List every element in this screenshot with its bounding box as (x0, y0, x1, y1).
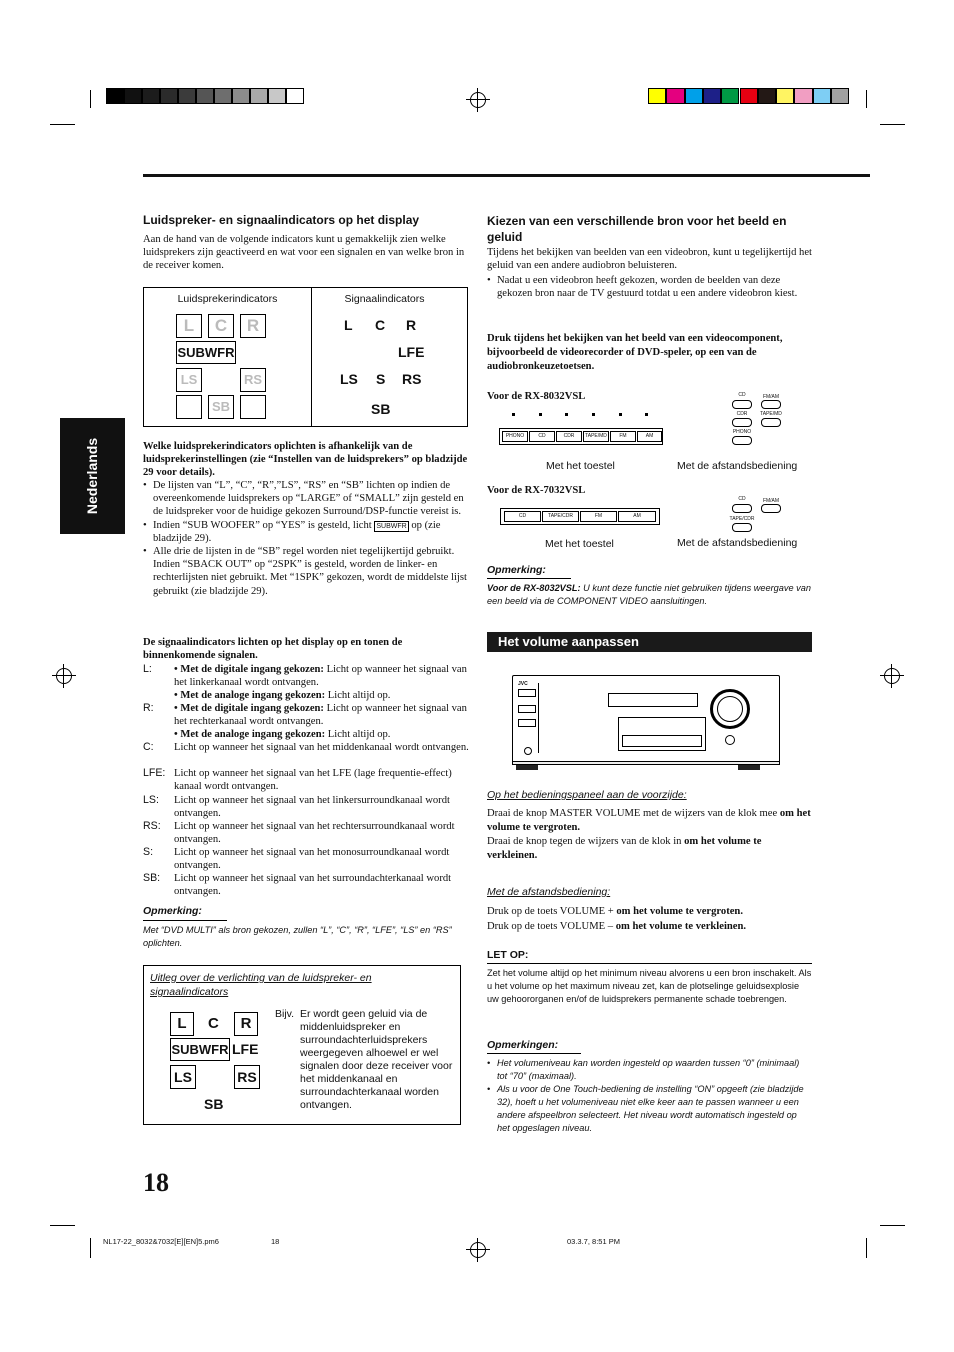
caption-with-unit: Met het toestel (546, 460, 615, 472)
signal-desc: Licht op wanneer het signaal van het LFE (lage frequentie-effect) kanaal wordt ontvangen. (174, 768, 452, 793)
speaker-indicator-l: L (176, 314, 202, 338)
note2-underline (487, 578, 571, 579)
box-indicator-sb: SB (204, 1096, 224, 1112)
calibration-swatch (740, 88, 758, 104)
footer-file: NL17-22_8032&7032[E][EN]5.pm6 (103, 1237, 219, 1246)
box-indicator-l: L (170, 1012, 194, 1036)
header-rule (143, 174, 870, 177)
remote-label-fmam: FM/AM (762, 498, 780, 504)
remote-line: Druk op de toets VOLUME – (487, 920, 616, 932)
led-dot (619, 413, 622, 416)
remote-label-phono: PHONO (732, 429, 752, 435)
receiver-foot (738, 765, 760, 770)
bullet-item (143, 545, 468, 598)
example-label: Bijv. (275, 1008, 295, 1020)
crop-mark (880, 1225, 905, 1226)
volume-header-bar (487, 632, 812, 652)
signal-key: RS: (143, 820, 161, 832)
rx8032-remote-buttons (725, 392, 785, 450)
speaker-indicator-sb: SB (208, 395, 234, 419)
receiver-illustration (510, 675, 782, 773)
note-underline (143, 920, 227, 921)
note-text: Met “DVD MULTI” als bron gekozen, zullen “L”, “C”, “R”, “LFE”, “LS” en “RS” oplichten. (143, 925, 452, 948)
receiver-display (608, 693, 698, 707)
calibration-swatch (776, 88, 794, 104)
signal-desc: Licht op wanneer het signaal van het middenkanaal wordt ontvangen. (174, 742, 469, 753)
box-indicator-c: C (208, 1015, 219, 1032)
calibration-swatch (106, 88, 124, 104)
registration-mark-icon (884, 668, 900, 684)
signal-desc-bold: • Met de analoge ingang gekozen: (174, 690, 326, 702)
bullet-text: Alle drie de lijsten in de “SB” regel worden niet tegelijkertijd gebruikt. (153, 546, 455, 558)
bullet-text: op (zie bladzijde 29). (153, 519, 441, 544)
front-button-cd[interactable]: CD (529, 431, 555, 442)
caption-with-unit: Met het toestel (545, 538, 614, 550)
remote-line-bold: om het volume te verkleinen. (615, 920, 747, 932)
source-intro: Tijdens het bekijken van beelden van een videobron, kunt u tegelijkertijd het geluid van een andere audiobron beluisteren. (487, 247, 812, 272)
bullet-text: Indien “SBACK OUT” op “2SPK” is gesteld, worden de linker- en rechterlijsten niet gebruikt. Met “1SPK” gekozen, wordt de middelste lijst gebruikt (zie bladzijde 29). (153, 559, 467, 597)
bullet-text: Nadat u een videobron heeft gekozen, worden de beelden van deze gekozen bron naar de TV gestuurd totdat u een andere videobron kiest. (497, 275, 798, 300)
rx8032-front-buttons (497, 410, 663, 446)
note2-title: Opmerking: (487, 564, 546, 576)
signal-key: C: (143, 741, 154, 753)
calibration-swatch (666, 88, 684, 104)
box-indicator-rs: RS (234, 1065, 260, 1089)
table-divider (311, 288, 312, 426)
remote-button-cdr[interactable] (732, 418, 752, 427)
box-indicator-ls: LS (170, 1065, 196, 1089)
signal-indicator-s: S (376, 371, 386, 387)
front-button-tapecdr[interactable]: TAPE/CDR (542, 511, 579, 522)
signal-indicator-sb: SB (371, 401, 391, 417)
calibration-swatch (268, 88, 286, 104)
remote-label-tapecdr: TAPE/CDR (729, 516, 755, 522)
signal-indicators-title: De signaalindicators lichten op het display op en tonen de binnenkomende signalen. (143, 637, 403, 662)
bullet-item (487, 274, 812, 300)
table-head-speakers: Luidsprekerindicators (177, 293, 278, 305)
front-button-fm[interactable]: FM (580, 511, 617, 522)
note2-body: U kunt deze functie niet gebruiken tijdens weergave van een beeld via de COMPONENT VIDEO aansluitingen. (487, 583, 811, 606)
page-number: 18 (143, 1168, 169, 1197)
front-button-am[interactable]: AM (637, 431, 662, 442)
power-button-icon (524, 747, 532, 755)
bullet-text: De lijsten van “L”, “C”, “R”,”LS”, “RS” en “SB” lichten op indien de overeenkomende luidsprekers op “LARGE” of “SMALL” zijn gesteld en de luidspreker voor de huidige gekozen Surround/DSP-functie vereist is. (153, 480, 464, 518)
indicator-table (143, 287, 468, 427)
front-panel-text (487, 807, 812, 863)
calibration-swatch (703, 88, 721, 104)
calibration-swatch (758, 88, 776, 104)
remote-button-cd[interactable] (732, 400, 752, 409)
crop-mark (866, 1238, 867, 1258)
calibration-swatch (286, 88, 304, 104)
calibration-swatch (831, 88, 849, 104)
signal-desc-bold: • Met de analoge ingang gekozen: (174, 729, 326, 741)
signal-indicator-ls: LS (340, 371, 358, 387)
signal-indicator-c: C (375, 317, 386, 333)
note-title: Opmerking: (143, 905, 202, 917)
front-text-bold: om het volume te vergroten. (487, 808, 811, 833)
language-tab-label: Nederlands (84, 437, 100, 515)
rx7032-remote-buttons (725, 496, 785, 536)
signal-key: SB: (143, 872, 161, 884)
caution-rule (487, 963, 812, 964)
source-bullets (487, 274, 812, 300)
notes-title: Opmerkingen: (487, 1039, 559, 1051)
speaker-bullets (143, 479, 468, 598)
speaker-indicator-r: R (240, 314, 266, 338)
note2-bold: Voor de RX-8032VSL: (487, 583, 581, 593)
calibration-swatch (250, 88, 268, 104)
crop-mark (90, 90, 91, 108)
language-tab (60, 418, 125, 534)
rx7032-front-buttons (500, 508, 660, 525)
led-dot (512, 413, 515, 416)
signal-desc (174, 702, 469, 742)
bullet-text: Indien “SUB WOOFER” op “YES” is gesteld, licht (153, 519, 372, 531)
calibration-swatch (648, 88, 666, 104)
front-button-tapemd[interactable]: TAPE/MD (583, 431, 609, 442)
front-text: Draai de knop tegen de wijzers van de klok in (487, 836, 685, 847)
front-button-phono[interactable]: PHONO (502, 431, 528, 442)
explanation-title: Uitleg over de verlichting van de luidspreker- en signaalindicators (150, 972, 372, 998)
speaker-indicator-sb-left (176, 395, 202, 419)
footer-page: 18 (271, 1237, 280, 1246)
calibration-swatch (794, 88, 812, 104)
led-dot (645, 413, 648, 416)
section-title-source: Kiezen van een verschillende bron voor het beeld en geluid (487, 214, 787, 244)
signal-desc: Licht op wanneer het signaal van het monosurroundkanaal wordt ontvangen. (174, 847, 450, 872)
remote-button-cd[interactable] (732, 504, 752, 513)
note2-text (487, 582, 812, 608)
registration-mark-icon (56, 668, 72, 684)
front-button-cdr[interactable]: CDR (556, 431, 582, 442)
footer-date: 03.3.7, 8:51 PM (567, 1237, 620, 1246)
signal-desc-text: Licht altijd op. (325, 729, 391, 741)
box-indicator-lfe: LFE (232, 1041, 259, 1057)
signal-indicator-l: L (344, 317, 353, 333)
signal-desc: Licht op wanneer het signaal van het linkersurroundkanaal wordt ontvangen. (174, 795, 450, 820)
crop-mark (866, 90, 867, 108)
signal-key: L: (143, 663, 152, 675)
section-title-indicators: Luidspreker- en signaalindicators op het display (143, 213, 420, 227)
remote-button-fmam[interactable] (761, 504, 781, 513)
calibration-swatch (124, 88, 142, 104)
note-text: Het volumeniveau kan worden ingesteld op waarden tussen “0” (minimaal) tot “70” (maximaal). (497, 1058, 800, 1081)
remote-button-tapemd[interactable] (761, 418, 781, 427)
note-text: Als u voor de One Touch-bediening de instelling “ON” opgeeft (zie bladzijde 32), hoeft u het volumeniveau niet elke keer aan te passen wanneer u een andere afspeelbron selecteert. Het niveau wordt automatisch ingesteld op het opgeslagen niveau. (497, 1084, 804, 1133)
signal-desc: Licht op wanneer het signaal van het surroundachterkanaal wordt ontvangen. (174, 873, 452, 898)
signal-desc-text: Licht altijd op. (325, 690, 391, 702)
source-instruction: Druk tijdens het bekijken van het beeld van een videocomponent, bijvoorbeeld de videorecorder of DVD-speler, op een van de audiobronkeuzetoetsen. (487, 333, 783, 372)
signal-key: LS: (143, 794, 159, 806)
remote-label-cdr: CDR (736, 411, 748, 417)
remote-label-tapemd: TAPE/MD (760, 411, 782, 417)
master-volume-knob-icon[interactable] (710, 689, 750, 729)
speaker-indicator-c: C (208, 314, 234, 338)
caption-with-remote: Met de afstandsbediening (677, 537, 798, 549)
speaker-indicator-subwfr: SUBWFR (176, 341, 236, 364)
knob-inner (717, 696, 743, 722)
remote-title: Met de afstandsbediening: (487, 886, 611, 898)
note-item (487, 1057, 812, 1083)
caption-with-remote: Met de afstandsbediening (677, 460, 798, 472)
remote-button-fmam[interactable] (761, 400, 781, 409)
remote-line-bold: om het volume te vergroten. (616, 906, 743, 917)
subwfr-badge: SUBWFR (376, 522, 407, 530)
calibration-swatch (214, 88, 232, 104)
front-button-fm[interactable]: FM (610, 431, 636, 442)
speaker-indicator-rs: RS (240, 368, 266, 392)
calibration-swatch (160, 88, 178, 104)
volume-header: Het volume aanpassen (498, 634, 639, 649)
led-dot (592, 413, 595, 416)
remote-label-cd: CD (738, 496, 746, 502)
signal-key: S: (143, 846, 154, 858)
signal-indicator-lfe: LFE (398, 344, 425, 360)
signal-indicator-rs: RS (402, 371, 422, 387)
calibration-swatch (721, 88, 739, 104)
signal-key: LFE: (143, 767, 166, 779)
front-panel-title: Op het bedieningspaneel aan de voorzijde: (487, 789, 687, 801)
notes-list (487, 1057, 812, 1135)
calibration-swatch (813, 88, 831, 104)
receiver-button (518, 705, 536, 713)
section-intro: Aan de hand van de volgende indicators kunt u gemakkelijk zien welke luidsprekers zijn geactiveerd en wat voor een signalen en van welke bron in de receiver komen. (143, 234, 465, 272)
calibration-swatch (196, 88, 214, 104)
example-text: Er wordt geen geluid via de middenluidspreker en surroundachterluidsprekers weergegeven alhoewel er wel signalen door deze receiver voor het middenkanaal en surroundachterkanaal worden ontvangen. (300, 1008, 453, 1111)
remote-label-fmam: FM/AM (762, 394, 780, 400)
signal-desc-bold: • Met de digitale ingang gekozen: (174, 703, 324, 714)
remote-button-tapecdr[interactable] (732, 523, 752, 532)
crop-mark (90, 1238, 91, 1258)
speaker-indicator-sb-right (240, 395, 266, 419)
rx7032-label: Voor de RX-7032VSL (487, 485, 586, 496)
calibration-swatch (232, 88, 250, 104)
led-dot (539, 413, 542, 416)
notes-underline (487, 1053, 581, 1054)
note-item (487, 1083, 812, 1135)
receiver-foot (516, 765, 538, 770)
registration-mark-icon (470, 1242, 486, 1258)
box-indicator-r: R (234, 1012, 258, 1036)
crop-mark (50, 1225, 75, 1226)
calibration-swatch (685, 88, 703, 104)
signal-key: R: (143, 702, 154, 714)
which-indicators-title: Welke luidsprekerindicators oplichten is afhankelijk van de luidsprekerinstellingen (zie “Instellen van de luidsprekers” op bladzijde 29 voor details). (143, 441, 468, 479)
receiver-small-knob (725, 735, 735, 745)
signal-indicator-r: R (406, 317, 417, 333)
signal-desc-text: Licht op wanneer het signaal van het rechterkanaal wordt ontvangen. (174, 703, 467, 728)
remote-line: Druk op de toets VOLUME + (487, 906, 617, 917)
explanation-box (143, 965, 461, 1125)
front-button-cd[interactable]: CD (504, 511, 541, 522)
speaker-indicator-ls: LS (176, 368, 202, 392)
receiver-button (518, 689, 536, 697)
signal-desc-text: Licht op wanneer het signaal van het linkerkanaal wordt ontvangen. (174, 664, 467, 689)
box-indicator-subwfr: SUBWFR (170, 1038, 230, 1061)
led-dot (565, 413, 568, 416)
crop-mark (50, 124, 75, 125)
remote-label-cd: CD (738, 392, 746, 398)
receiver-brand: JVC (518, 681, 528, 687)
bullet-item (143, 479, 468, 519)
caution-text: Zet het volume altijd op het minimum niveau alvorens u een bron inschakelt. Als u het volume op het maximum niveau zet, kan de plotselinge geluidsexplosie uw gehoororganen en/of de luidsprekers permanente schade toebrengen. (487, 968, 812, 1004)
receiver-line (538, 683, 539, 753)
front-button-am[interactable]: AM (618, 511, 656, 522)
crop-mark (880, 124, 905, 125)
table-head-signals: Signaalindicators (344, 293, 425, 305)
bullet-item (143, 519, 468, 545)
receiver-button-row (622, 735, 702, 747)
signal-desc: Licht op wanneer het signaal van het rechtersurroundkanaal wordt ontvangen. (174, 821, 455, 846)
receiver-button (518, 719, 536, 727)
registration-mark-icon (470, 92, 486, 108)
calibration-swatch (142, 88, 160, 104)
button-strip (499, 428, 663, 445)
rx8032-label: Voor de RX-8032VSL (487, 391, 586, 402)
signal-desc (174, 663, 469, 703)
caution-title: LET OP: (487, 949, 529, 961)
front-text: Draai de knop MASTER VOLUME met de wijzers van de klok mee (487, 808, 780, 819)
signal-desc-bold: • Met de digitale ingang gekozen: (174, 664, 324, 675)
remote-button-phono[interactable] (732, 436, 752, 445)
remote-text (487, 905, 812, 934)
calibration-swatch (178, 88, 196, 104)
front-text-bold: om het volume te verkleinen. (487, 836, 762, 861)
